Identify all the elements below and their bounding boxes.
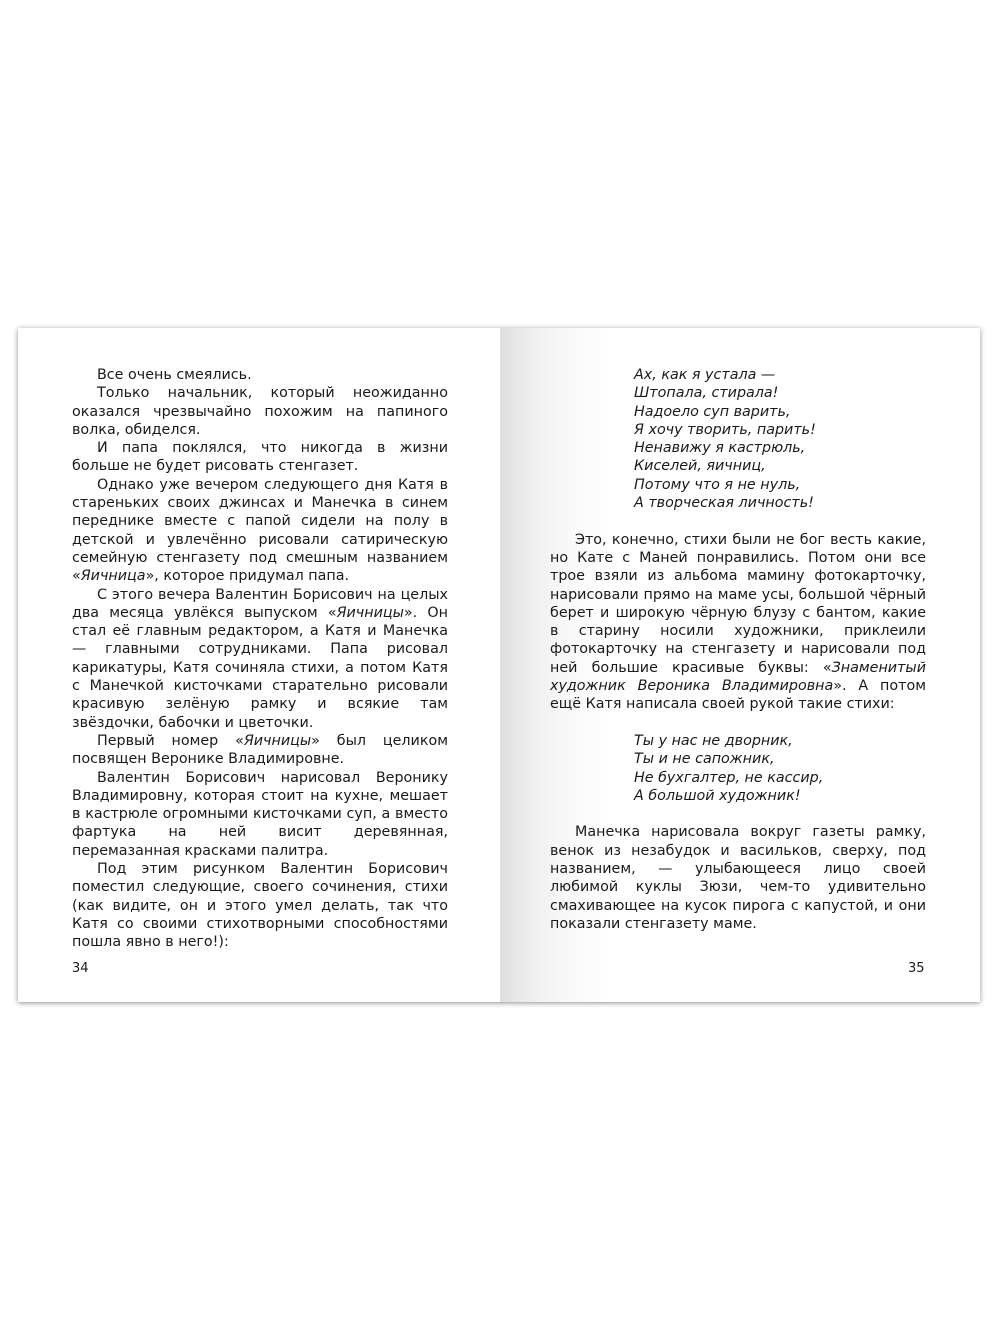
paragraph [72, 439, 448, 476]
paragraph [550, 531, 926, 714]
poem-line: Ты у нас не дворник, [634, 732, 793, 749]
paragraph [72, 586, 448, 732]
poem-mama [550, 366, 926, 512]
text-run: ». А потом ещё Катя написала своей рукой такие стихи: [550, 678, 926, 713]
paragraph [72, 384, 448, 439]
text-run: Это, конечно, стихи были не бог весть какие, но Кате с Маней понравились. Потом они все трое взяли из альбома мамину фотокарточку, нарисовали прямо на маме усы, большой чёрный берет и широкую чёрную блузу с бантом, какие в старину носили художники, приклеили фотокарточку на стенгазету и нарисовали под ней большие красивые буквы: « [550, 531, 926, 676]
text-run: Однако уже вечером следующего дня Катя в стареньких своих джинсах и Манечка в синем переднике вместе с папой сидели на полу в детской и увлечённо рисовали сатирическую семейную стенгазету под смешным названием « [72, 476, 448, 585]
paragraph [72, 476, 448, 586]
page-number-right: 35 [908, 961, 925, 976]
text-run: Все очень смеялись. [97, 367, 252, 383]
poem-line: А большой художник! [634, 787, 801, 804]
paragraph [72, 366, 448, 384]
right-paragraphs-1 [550, 531, 926, 714]
italic-text: Яичницы [336, 604, 404, 621]
book-spread [18, 328, 980, 1002]
right-page-text [550, 366, 926, 933]
paragraph [72, 769, 448, 860]
poem-line: Не бухгалтер, не кассир, [634, 769, 824, 786]
text-run: » был целиком посвящен Веронике Владимировне. [72, 732, 448, 768]
paragraph [72, 860, 448, 951]
poem-line: Ты и не сапожник, [634, 751, 775, 768]
left-page [18, 328, 500, 1002]
page-number-left: 34 [72, 961, 89, 976]
poem-line: Ах, как я устала — [634, 367, 776, 383]
text-run: Первый номер « [97, 732, 244, 749]
paragraph [72, 732, 448, 769]
poem-line: Я хочу творить, парить! [634, 421, 816, 438]
text-run: », которое придумал папа. [145, 568, 350, 585]
right-paragraphs-2 [550, 823, 926, 933]
poem-line: Потому что я не нуль, [634, 476, 801, 493]
poem-line: Киселей, яичниц, [634, 458, 766, 475]
text-run: С этого вечера Валентин Борисович на целых два месяца увлёкся выпуском « [72, 586, 448, 621]
paragraph [550, 823, 926, 933]
text-run: И папа поклялся, что никогда в жизни больше не будет рисовать стенгазет. [72, 440, 448, 475]
poem-line: Надоело суп варить, [634, 403, 791, 420]
text-run: Под этим рисунком Валентин Борисович поместил следующие, своего сочинения, стихи (как видите, он и этого умел делать, так что Катя со своими стихотворными способностями пошла явно в него!): [72, 861, 448, 951]
italic-text: Яичница [80, 568, 146, 585]
text-run: Валентин Борисович нарисовал Веронику Владимировну, которая стоит на кухне, мешает в кастрюле огромными кисточками суп, а вместо фартука на ней висит деревянная, перемазанная красками палитра. [72, 769, 448, 859]
text-run: Манечка нарисовала вокруг газеты рамку, венок из незабудок и васильков, сверху, под названием, — улыбающееся лицо своей любимой куклы Зюзи, чем-то удивительно смахивающее на кусок пирога с капустой, и они показали стенгазету маме. [550, 824, 926, 932]
italic-text: Яичницы [243, 732, 312, 749]
poem-line: Штопала, стирала! [634, 385, 779, 402]
italic-text: Знаменитый художник Вероника Владимировна [550, 659, 926, 695]
text-run: ». Он стал её главным редактором, а Катя и Манечка — главными сотрудниками. Папа рисовал карикатуры, Катя сочиняла стихи, а потом Катя с Манечкой кисточками старательно рисовали красивую зелёную рамку и всякие там звёздочки, бабочки и цветочки. [72, 604, 449, 731]
poem-line: Ненавижу я кастрюль, [634, 440, 806, 457]
poem-artist [550, 732, 926, 805]
poem-line: А творческая личность! [634, 495, 814, 512]
right-page [500, 328, 980, 1002]
left-page-text [72, 366, 448, 952]
text-run: Только начальник, который неожиданно оказался чрезвычайно похожим на папиного волка, обиделся. [72, 385, 448, 438]
